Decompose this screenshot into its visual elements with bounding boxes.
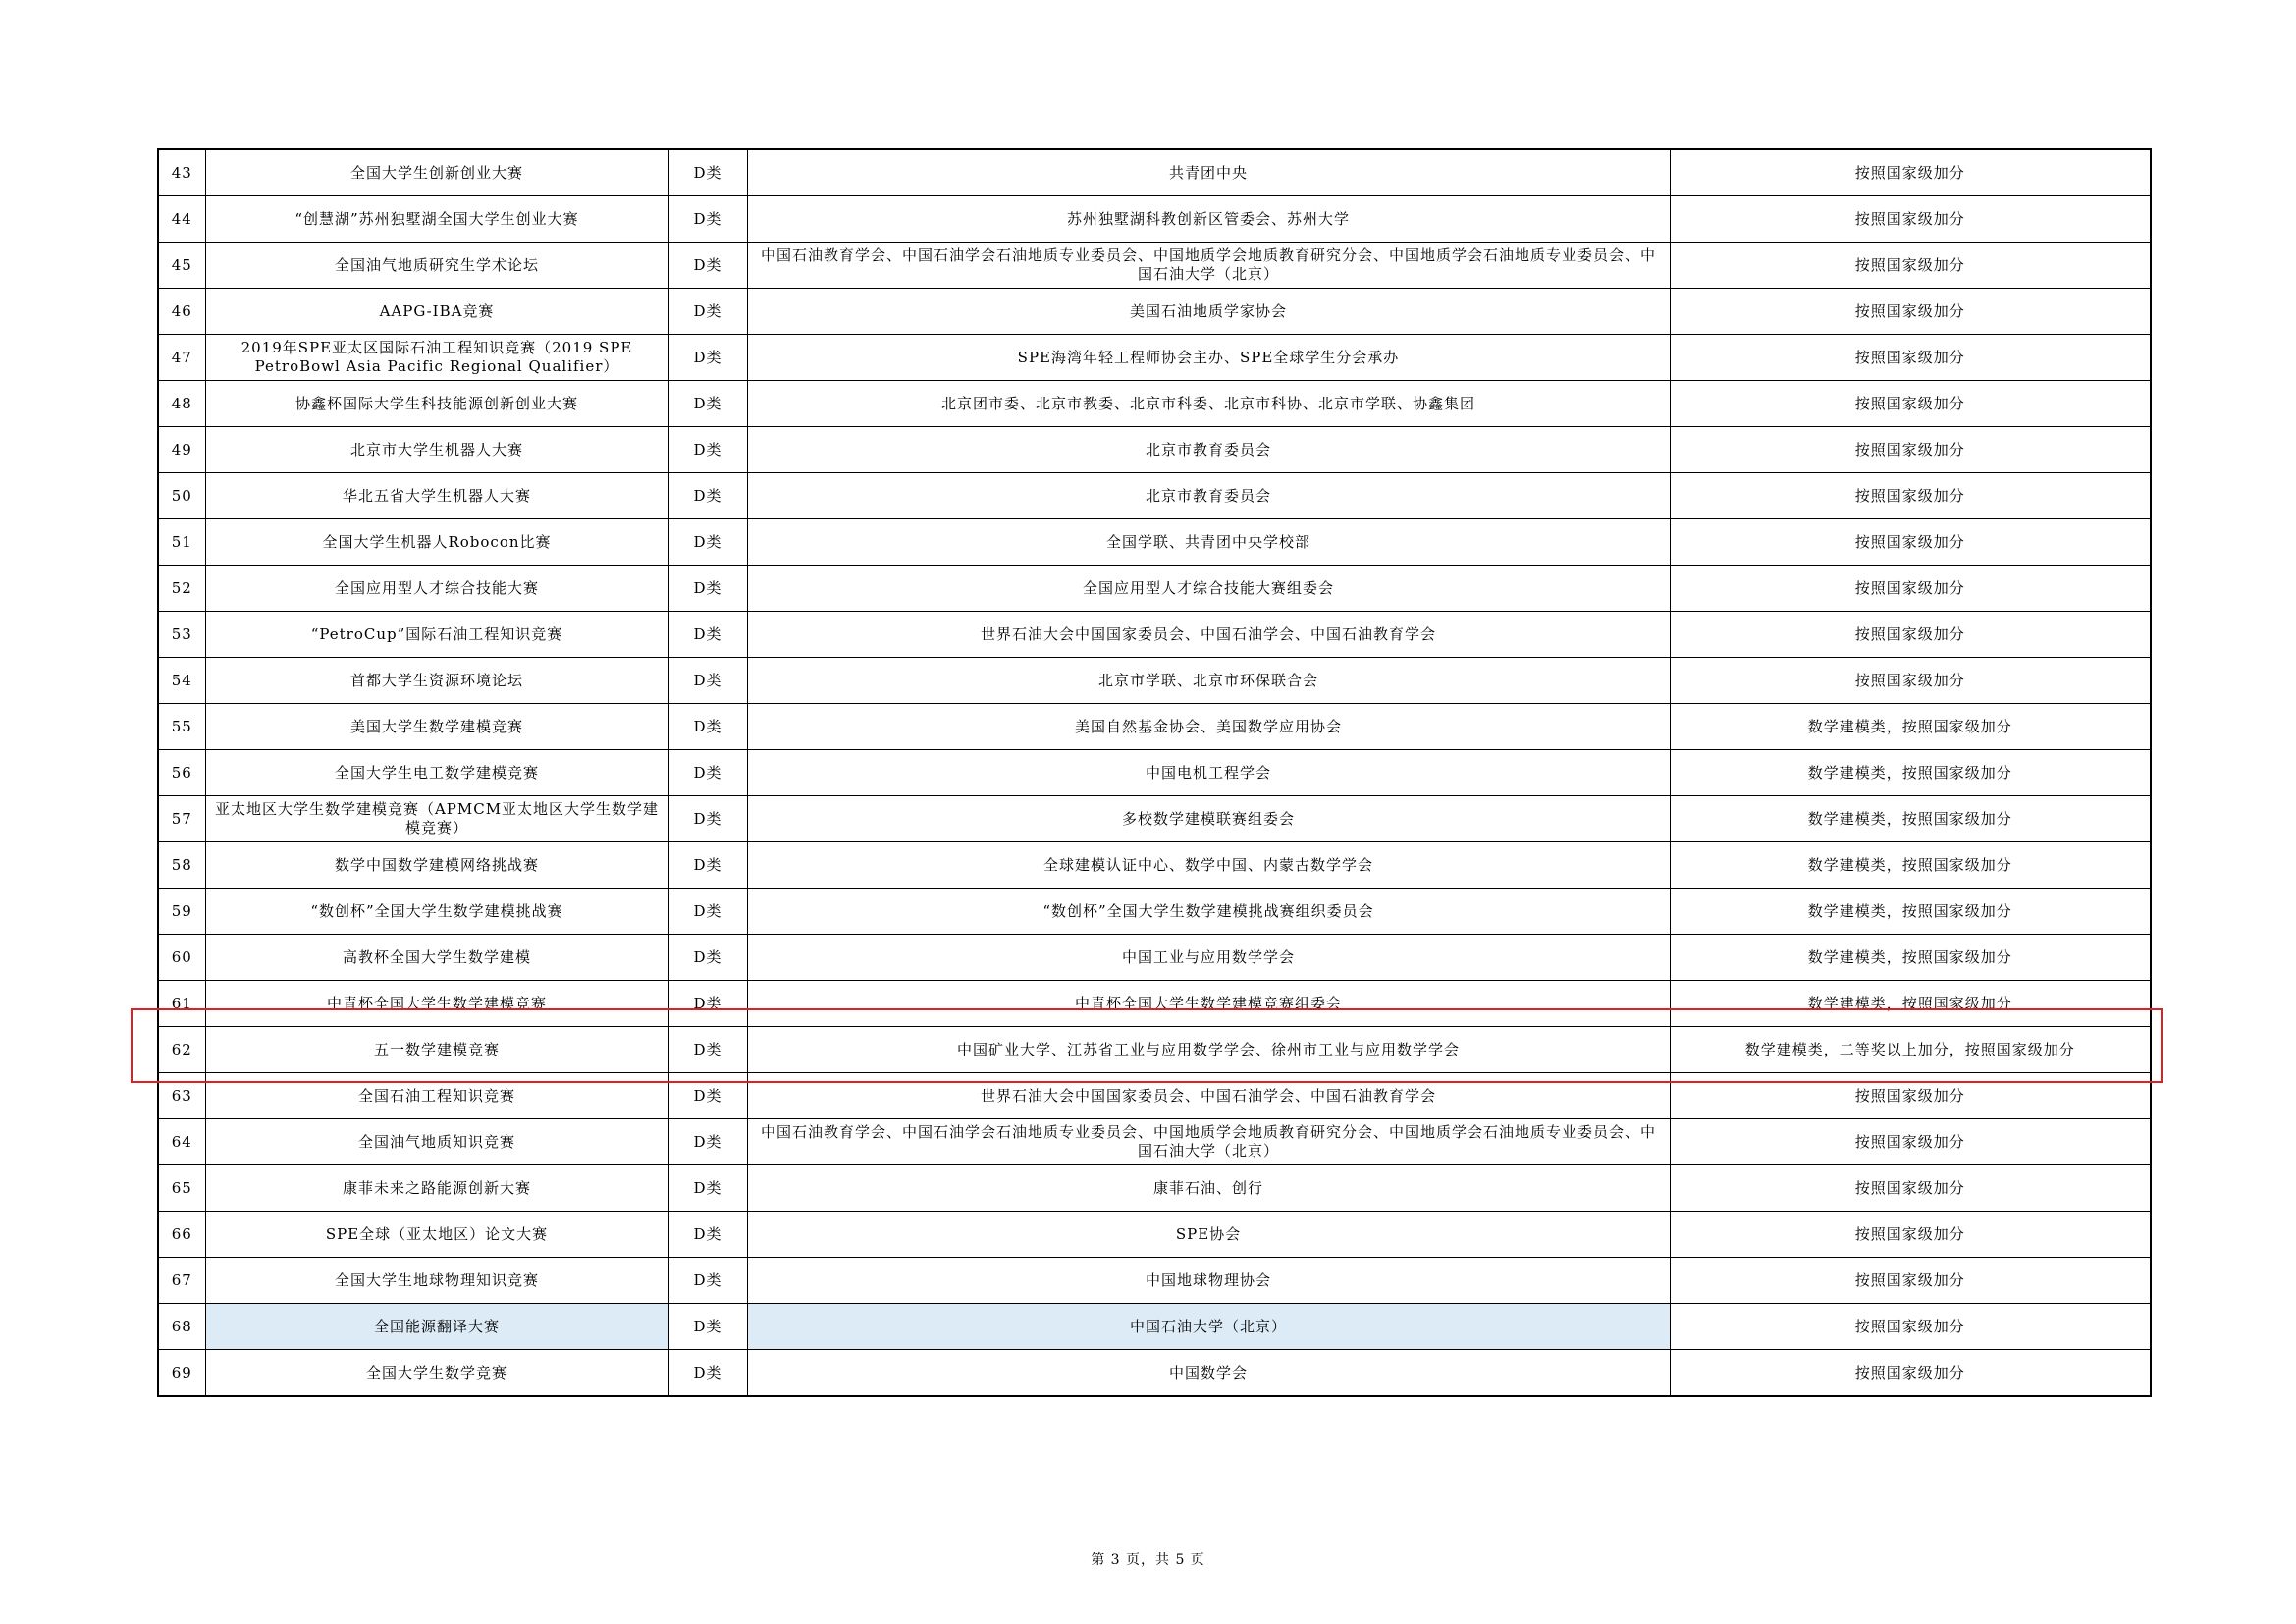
- row-number-cell: 67: [158, 1258, 205, 1304]
- note-cell: 数学建模类，按照国家级加分: [1670, 842, 2151, 889]
- table-row: [158, 149, 2151, 196]
- row-number-cell: 63: [158, 1073, 205, 1119]
- competition-name-cell: 协鑫杯国际大学生科技能源创新创业大赛: [205, 381, 668, 427]
- table-row: [158, 1212, 2151, 1258]
- table-row: [158, 427, 2151, 473]
- note-cell: 按照国家级加分: [1670, 1350, 2151, 1397]
- table-row: [158, 519, 2151, 566]
- row-number-cell: 60: [158, 935, 205, 981]
- row-number-cell: 59: [158, 889, 205, 935]
- competition-name-cell: 华北五省大学生机器人大赛: [205, 473, 668, 519]
- competition-name-cell: 康菲未来之路能源创新大赛: [205, 1165, 668, 1212]
- table-row: [158, 1350, 2151, 1397]
- row-number-cell: 69: [158, 1350, 205, 1397]
- table-row: [158, 566, 2151, 612]
- row-number-cell: 62: [158, 1027, 205, 1073]
- row-number-cell: 61: [158, 981, 205, 1027]
- note-cell: 按照国家级加分: [1670, 1119, 2151, 1165]
- organizer-cell: 北京市教育委员会: [747, 427, 1670, 473]
- row-number-cell: 56: [158, 750, 205, 796]
- table-row: [158, 1304, 2151, 1350]
- row-number-cell: 47: [158, 335, 205, 381]
- competition-name-cell: 数学中国数学建模网络挑战赛: [205, 842, 668, 889]
- category-cell: D类: [668, 519, 747, 566]
- red-annotation-box: [131, 1008, 2163, 1083]
- category-cell: D类: [668, 935, 747, 981]
- competition-name-cell: 全国大学生创新创业大赛: [205, 149, 668, 196]
- competition-name-cell: 全国能源翻译大赛: [205, 1304, 668, 1350]
- category-cell: D类: [668, 1212, 747, 1258]
- table-row: [158, 889, 2151, 935]
- category-cell: D类: [668, 1027, 747, 1073]
- category-cell: D类: [668, 981, 747, 1027]
- organizer-cell: SPE海湾年轻工程师协会主办、SPE全球学生分会承办: [747, 335, 1670, 381]
- note-cell: 按照国家级加分: [1670, 1165, 2151, 1212]
- row-number-cell: 44: [158, 196, 205, 243]
- category-cell: D类: [668, 381, 747, 427]
- competition-name-cell: 全国石油工程知识竞赛: [205, 1073, 668, 1119]
- note-cell: 数学建模类，按照国家级加分: [1670, 704, 2151, 750]
- organizer-cell: 中国石油大学（北京）: [747, 1304, 1670, 1350]
- competition-table: [157, 148, 2152, 1397]
- note-cell: 按照国家级加分: [1670, 196, 2151, 243]
- organizer-cell: 中国矿业大学、江苏省工业与应用数学学会、徐州市工业与应用数学学会: [747, 1027, 1670, 1073]
- category-cell: D类: [668, 1258, 747, 1304]
- competition-name-cell: “创慧湖”苏州独墅湖全国大学生创业大赛: [205, 196, 668, 243]
- table-row: [158, 196, 2151, 243]
- competition-name-cell: 全国应用型人才综合技能大赛: [205, 566, 668, 612]
- note-cell: 按照国家级加分: [1670, 427, 2151, 473]
- table-row: [158, 473, 2151, 519]
- table-row: [158, 381, 2151, 427]
- competition-name-cell: 美国大学生数学建模竞赛: [205, 704, 668, 750]
- table-row: [158, 243, 2151, 289]
- note-cell: 按照国家级加分: [1670, 1304, 2151, 1350]
- competition-name-cell: 全国大学生机器人Robocon比赛: [205, 519, 668, 566]
- organizer-cell: 中国数学会: [747, 1350, 1670, 1397]
- note-cell: 按照国家级加分: [1670, 519, 2151, 566]
- note-cell: 数学建模类，按照国家级加分: [1670, 889, 2151, 935]
- organizer-cell: 共青团中央: [747, 149, 1670, 196]
- category-cell: D类: [668, 289, 747, 335]
- organizer-cell: 苏州独墅湖科教创新区管委会、苏州大学: [747, 196, 1670, 243]
- organizer-cell: 康菲石油、创行: [747, 1165, 1670, 1212]
- competition-name-cell: 高教杯全国大学生数学建模: [205, 935, 668, 981]
- table-body: [158, 149, 2151, 1396]
- category-cell: D类: [668, 335, 747, 381]
- row-number-cell: 45: [158, 243, 205, 289]
- competition-name-cell: 全国大学生电工数学建模竞赛: [205, 750, 668, 796]
- table-row: [158, 1119, 2151, 1165]
- note-cell: 按照国家级加分: [1670, 335, 2151, 381]
- organizer-cell: 中国工业与应用数学学会: [747, 935, 1670, 981]
- competition-name-cell: 中青杯全国大学生数学建模竞赛: [205, 981, 668, 1027]
- category-cell: D类: [668, 1304, 747, 1350]
- row-number-cell: 65: [158, 1165, 205, 1212]
- row-number-cell: 58: [158, 842, 205, 889]
- table-row: [158, 658, 2151, 704]
- organizer-cell: 全国应用型人才综合技能大赛组委会: [747, 566, 1670, 612]
- row-number-cell: 54: [158, 658, 205, 704]
- row-number-cell: 49: [158, 427, 205, 473]
- note-cell: 按照国家级加分: [1670, 1212, 2151, 1258]
- table-row: [158, 842, 2151, 889]
- organizer-cell: 中国地球物理协会: [747, 1258, 1670, 1304]
- row-number-cell: 50: [158, 473, 205, 519]
- category-cell: D类: [668, 658, 747, 704]
- competition-name-cell: SPE全球（亚太地区）论文大赛: [205, 1212, 668, 1258]
- organizer-cell: 全国学联、共青团中央学校部: [747, 519, 1670, 566]
- note-cell: 按照国家级加分: [1670, 381, 2151, 427]
- row-number-cell: 64: [158, 1119, 205, 1165]
- row-number-cell: 57: [158, 796, 205, 842]
- organizer-cell: 中国电机工程学会: [747, 750, 1670, 796]
- organizer-cell: 美国石油地质学家协会: [747, 289, 1670, 335]
- row-number-cell: 51: [158, 519, 205, 566]
- category-cell: D类: [668, 1119, 747, 1165]
- competition-name-cell: 北京市大学生机器人大赛: [205, 427, 668, 473]
- organizer-cell: 北京团市委、北京市教委、北京市科委、北京市科协、北京市学联、协鑫集团: [747, 381, 1670, 427]
- competition-name-cell: 全国油气地质研究生学术论坛: [205, 243, 668, 289]
- category-cell: D类: [668, 196, 747, 243]
- row-number-cell: 46: [158, 289, 205, 335]
- category-cell: D类: [668, 1073, 747, 1119]
- organizer-cell: 中国石油教育学会、中国石油学会石油地质专业委员会、中国地质学会地质教育研究分会、中国地质学会石油地质专业委员会、中国石油大学（北京）: [747, 243, 1670, 289]
- category-cell: D类: [668, 427, 747, 473]
- note-cell: 按照国家级加分: [1670, 612, 2151, 658]
- competition-name-cell: AAPG-IBA竞赛: [205, 289, 668, 335]
- note-cell: 数学建模类，按照国家级加分: [1670, 935, 2151, 981]
- note-cell: 按照国家级加分: [1670, 473, 2151, 519]
- competition-name-cell: 亚太地区大学生数学建模竞赛（APMCM亚太地区大学生数学建模竞赛）: [205, 796, 668, 842]
- note-cell: 按照国家级加分: [1670, 566, 2151, 612]
- competition-name-cell: 全国大学生数学竞赛: [205, 1350, 668, 1397]
- competition-name-cell: “数创杯”全国大学生数学建模挑战赛: [205, 889, 668, 935]
- table-row: [158, 935, 2151, 981]
- note-cell: 数学建模类，按照国家级加分: [1670, 750, 2151, 796]
- category-cell: D类: [668, 612, 747, 658]
- row-number-cell: 53: [158, 612, 205, 658]
- category-cell: D类: [668, 149, 747, 196]
- organizer-cell: SPE协会: [747, 1212, 1670, 1258]
- category-cell: D类: [668, 1165, 747, 1212]
- note-cell: 按照国家级加分: [1670, 658, 2151, 704]
- row-number-cell: 48: [158, 381, 205, 427]
- table-row: [158, 1165, 2151, 1212]
- note-cell: 按照国家级加分: [1670, 1258, 2151, 1304]
- note-cell: 按照国家级加分: [1670, 243, 2151, 289]
- row-number-cell: 68: [158, 1304, 205, 1350]
- note-cell: 数学建模类，按照国家级加分: [1670, 981, 2151, 1027]
- organizer-cell: 全球建模认证中心、数学中国、内蒙古数学学会: [747, 842, 1670, 889]
- row-number-cell: 55: [158, 704, 205, 750]
- row-number-cell: 43: [158, 149, 205, 196]
- category-cell: D类: [668, 842, 747, 889]
- note-cell: 按照国家级加分: [1670, 149, 2151, 196]
- organizer-cell: 中青杯全国大学生数学建模竞赛组委会: [747, 981, 1670, 1027]
- competition-name-cell: 全国大学生地球物理知识竞赛: [205, 1258, 668, 1304]
- organizer-cell: 中国石油教育学会、中国石油学会石油地质专业委员会、中国地质学会地质教育研究分会、中国地质学会石油地质专业委员会、中国石油大学（北京）: [747, 1119, 1670, 1165]
- competition-name-cell: 全国油气地质知识竞赛: [205, 1119, 668, 1165]
- category-cell: D类: [668, 1350, 747, 1397]
- row-number-cell: 52: [158, 566, 205, 612]
- category-cell: D类: [668, 889, 747, 935]
- organizer-cell: 北京市学联、北京市环保联合会: [747, 658, 1670, 704]
- category-cell: D类: [668, 243, 747, 289]
- note-cell: 按照国家级加分: [1670, 1073, 2151, 1119]
- competition-name-cell: 2019年SPE亚太区国际石油工程知识竞赛（2019 SPE PetroBowl Asia Pacific Regional Qualifier）: [205, 335, 668, 381]
- note-cell: 按照国家级加分: [1670, 289, 2151, 335]
- table-row: [158, 750, 2151, 796]
- organizer-cell: 美国自然基金协会、美国数学应用协会: [747, 704, 1670, 750]
- table-row: [158, 335, 2151, 381]
- competition-name-cell: 首都大学生资源环境论坛: [205, 658, 668, 704]
- category-cell: D类: [668, 796, 747, 842]
- organizer-cell: 多校数学建模联赛组委会: [747, 796, 1670, 842]
- table-row: [158, 796, 2151, 842]
- category-cell: D类: [668, 473, 747, 519]
- organizer-cell: “数创杯”全国大学生数学建模挑战赛组织委员会: [747, 889, 1670, 935]
- organizer-cell: 世界石油大会中国国家委员会、中国石油学会、中国石油教育学会: [747, 612, 1670, 658]
- table-row: [158, 704, 2151, 750]
- competition-name-cell: “PetroCup”国际石油工程知识竞赛: [205, 612, 668, 658]
- category-cell: D类: [668, 704, 747, 750]
- competition-name-cell: 五一数学建模竞赛: [205, 1027, 668, 1073]
- organizer-cell: 北京市教育委员会: [747, 473, 1670, 519]
- row-number-cell: 66: [158, 1212, 205, 1258]
- note-cell: 数学建模类，二等奖以上加分，按照国家级加分: [1670, 1027, 2151, 1073]
- table-row: [158, 289, 2151, 335]
- table-row: [158, 1258, 2151, 1304]
- category-cell: D类: [668, 750, 747, 796]
- table-row: [158, 612, 2151, 658]
- organizer-cell: 世界石油大会中国国家委员会、中国石油学会、中国石油教育学会: [747, 1073, 1670, 1119]
- note-cell: 数学建模类，按照国家级加分: [1670, 796, 2151, 842]
- page-footer: 第 3 页，共 5 页: [1091, 1552, 1205, 1568]
- category-cell: D类: [668, 566, 747, 612]
